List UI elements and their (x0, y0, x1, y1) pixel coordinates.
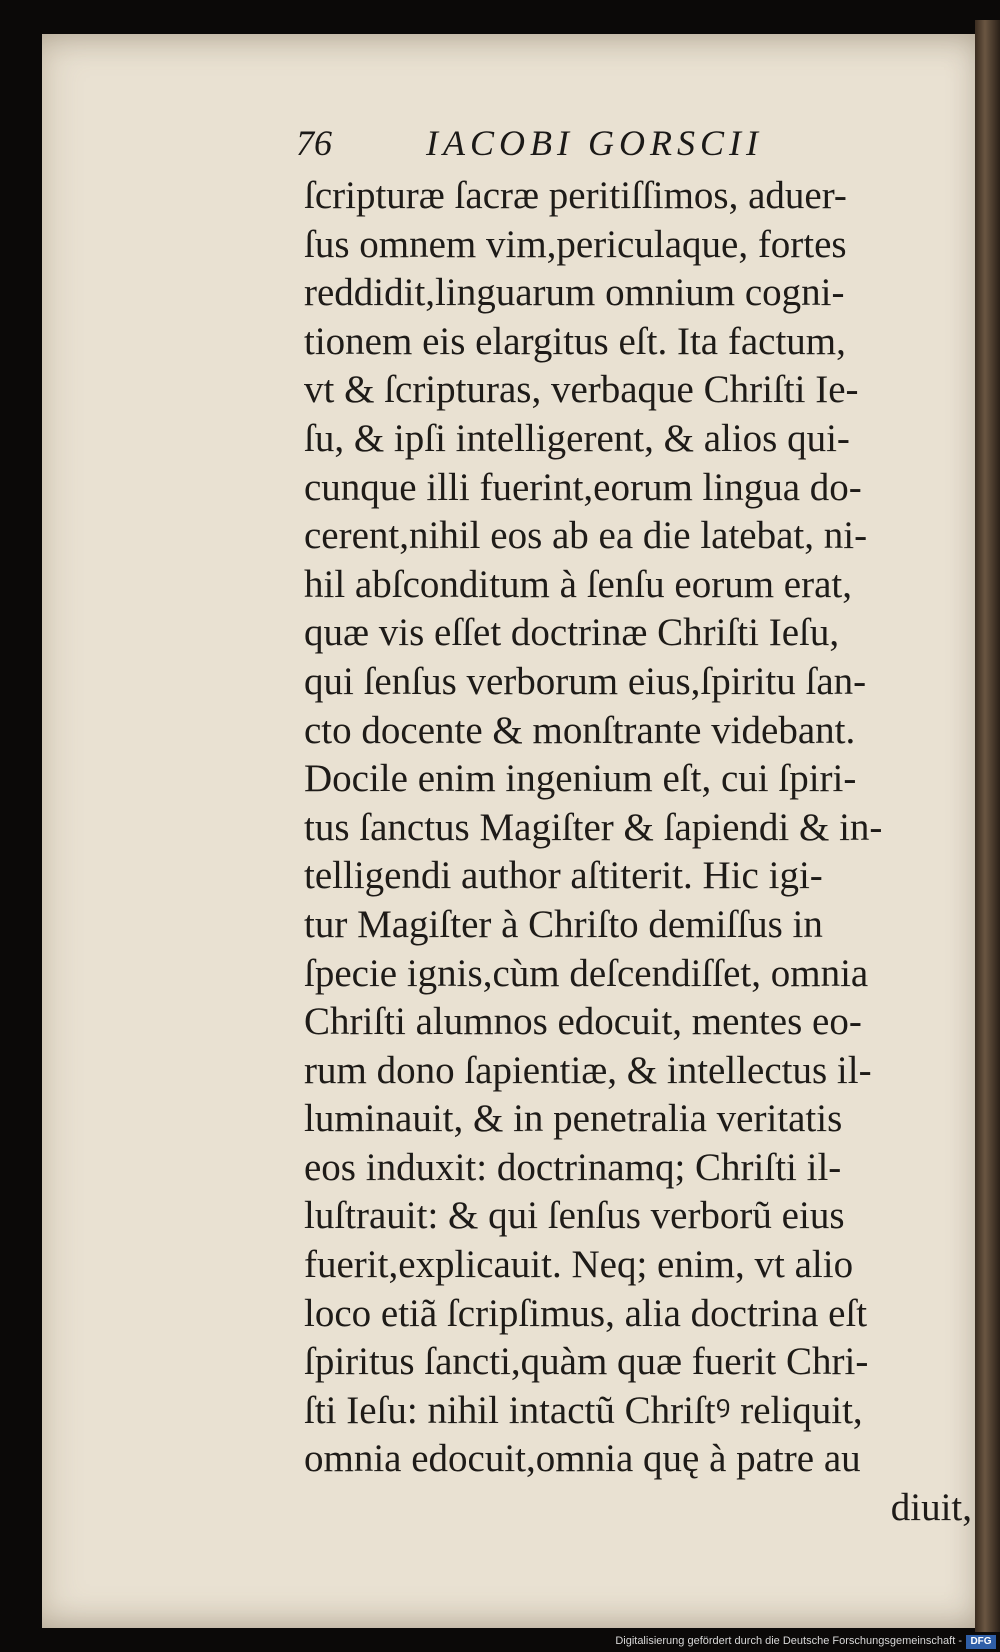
text-line: ſus omnem vim,periculaque, fortes (304, 222, 847, 266)
text-line: qui ſenſus verborum eius,ſpiritu ſan- (304, 659, 867, 703)
text-line: cto docente & monſtrante videbant. (304, 708, 856, 752)
text-line: tur Magiſter à Chriſto demiſſus in (304, 902, 823, 946)
text-line: hil abſconditum à ſenſu eorum erat, (304, 562, 852, 606)
text-line: ſu, & ipſi intelligerent, & alios qui- (304, 416, 850, 460)
text-line: luſtrauit: & qui ſenſus verborũ eius (304, 1194, 845, 1238)
text-line: vt & ſcripturas, verbaque Chriſti Ie- (304, 368, 859, 412)
book-spine-edge (975, 20, 1000, 1632)
text-line: rum dono ſapientiæ, & intellectus il- (304, 1048, 872, 1092)
text-line: tus ſanctus Magiſter & ſapiendi & in- (304, 805, 883, 849)
catchword: diuit, (890, 1486, 972, 1530)
text-line: tionem eis elargitus eſt. Ita factum, (304, 319, 846, 363)
text-line: luminauit, & in penetralia veritatis (304, 1097, 843, 1141)
text-line: cerent,nihil eos ab ea die latebat, ni- (304, 514, 868, 558)
running-head: IACOBI GORSCII (426, 123, 763, 163)
text-line: fuerit,explicauit. Neq; enim, vt alio (304, 1243, 854, 1287)
page-header (296, 122, 856, 168)
text-line: omnia edocuit,omnia quę à patre au (304, 1437, 861, 1481)
digitization-credit: Digitalisierung gefördert durch die Deutsche Forschungsgemeinschaft - (615, 1635, 962, 1647)
text-line: ſti Ieſu: nihil intactũ Chriſtꝰ reliquit, (304, 1388, 863, 1432)
text-line: ſpecie ignis,cùm deſcendiſſet, omnia (304, 951, 869, 995)
text-line: cunque illi fuerint,eorum lingua do- (304, 465, 862, 509)
text-line: quæ vis eſſet doctrinæ Chriſti Ieſu, (304, 611, 840, 655)
text-line: ſpiritus ſancti,quàm quæ fuerit Chri- (304, 1340, 869, 1384)
dfg-logo: DFG (966, 1635, 996, 1649)
page-number: 76 (296, 123, 332, 163)
body-text (304, 172, 972, 1533)
text-line: ſcripturæ ſacræ peritiſſimos, aduer- (304, 174, 847, 217)
text-line: loco etiã ſcripſimus, alia doctrina eſt (304, 1291, 868, 1335)
text-line: Docile enim ingenium eſt, cui ſpiri- (304, 757, 857, 801)
text-line: telligendi author aſtiterit. Hic igi- (304, 854, 823, 898)
text-line: Chriſti alumnos edocuit, mentes eo- (304, 1000, 862, 1044)
text-line: reddidit,linguarum omnium cogni- (304, 271, 845, 315)
text-line: eos induxit: doctrinamq; Chriſti il- (304, 1145, 842, 1189)
